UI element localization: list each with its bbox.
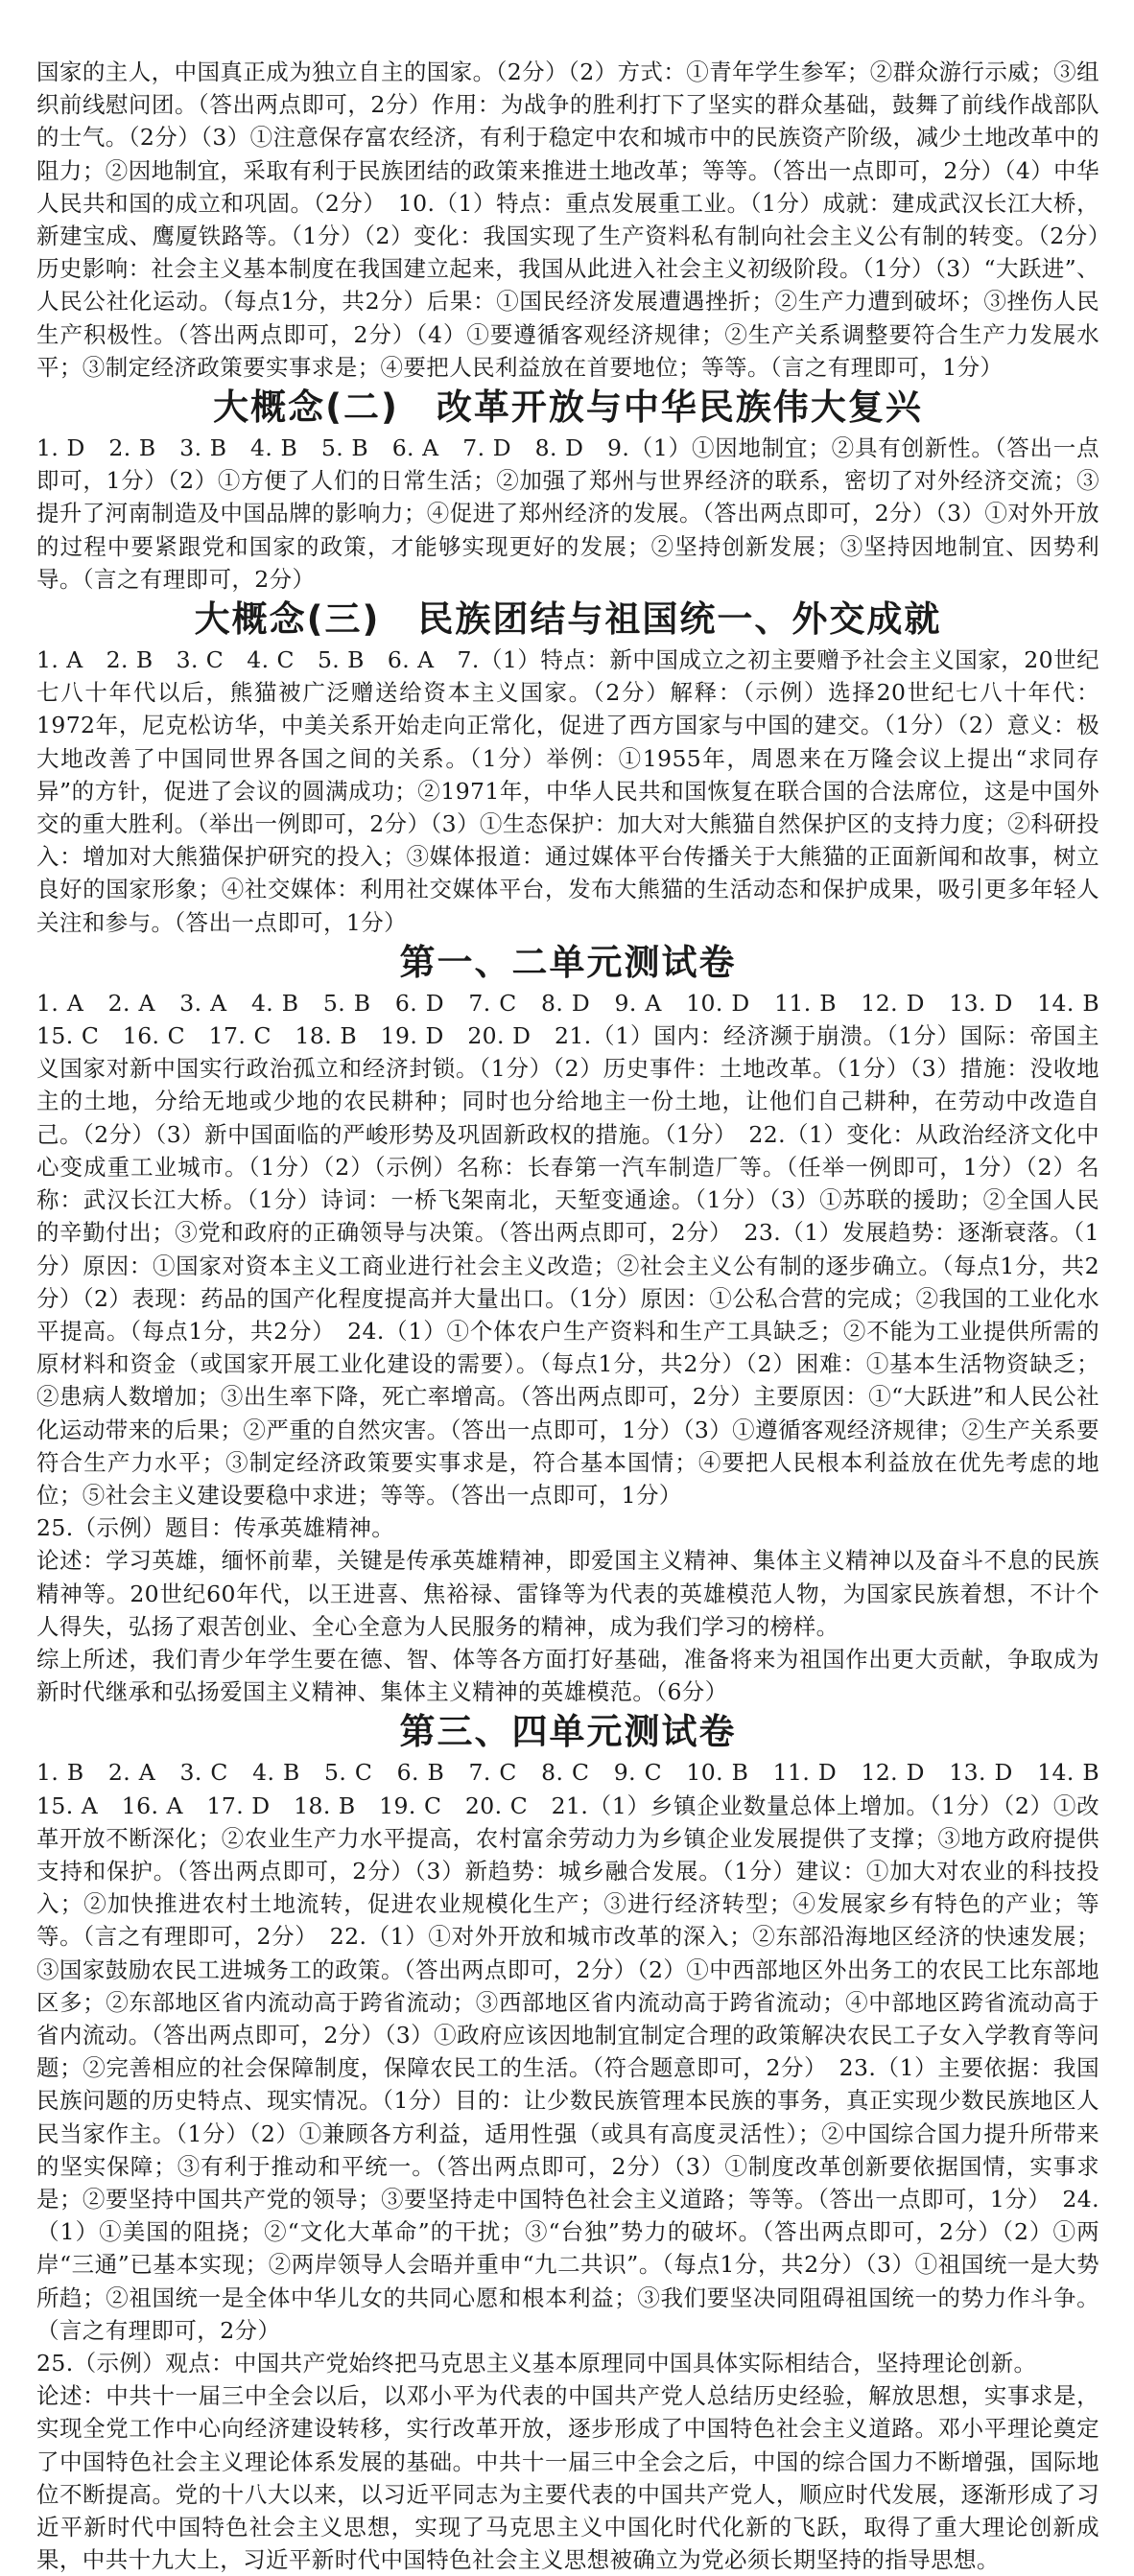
paragraph: 国家的主人，中国真正成为独立自主的国家。（2分）（2）方式：①青年学生参军；②群众游行示威；③组织前线慰问团。（答出两点即可，2分）作用：为战争的胜利打下了坚实的群众基础，鼓舞了前线作战部队的士气。（2分）（3）①注意保存富农经济，有利于稳定中农和城市中的民族资产阶级，减少土地改革中的阻力；②因地制宜，采取有利于民族团结的政策来推进土地改革；等等。（答出一点即可，2分）（4）中华人民共和国的成立和巩固。（2分） 10.（1）特点：重点发展重工业。（1分）成就：建成武汉长江大桥，新建宝成、鹰厦铁路等。（1分）（2）变化：我国实现了生产资料私有制向社会主义公有制的转变。（2分）历史影响：社会主义基本制度在我国建立起来，我国从此进入社会主义初级阶段。（1分）（3）“大跃进”、人民公社化运动。（每点1分，共2分）后果：①国民经济发展遭遇挫折；②生产力遭到破坏；③挫伤人民生产积极性。（答出两点即可，2分）（4）①要遵循客观经济规律；②生产关系调整要符合生产力发展水平；③制定经济政策要实事求是；④要把人民利益放在首要地位；等等。（言之有理即可，1分） xyxy=(36,59,1099,381)
answer-column xyxy=(36,56,1122,2576)
paragraph: 论述：中共十一届三中全会以后，以邓小平为代表的中国共产党人总结历史经验，解放思想，实事求是，实现全党工作中心向经济建设转移，实行改革开放，逐步形成了中国特色社会主义道路。邓小平理论奠定了中国特色社会主义理论体系发展的基础。中共十一届三中全会之后，中国的综合国力不断增强，国际地位不断提高。党的十八大以来，以习近平同志为主要代表的中国共产党人，顺应时代发展，逐渐形成了习近平新时代中国特色社会主义思想，实现了马克思主义中国化时代化新的飞跃，取得了重大理论创新成果，中共十九大上，习近平新时代中国特色社会主义思想被确立为党必须长期坚持的指导思想。 xyxy=(36,2382,1099,2574)
paragraph: 论述：学习英雄，缅怀前辈，关键是传承英雄精神，即爱国主义精神、集体主义精神以及奋斗不息的民族精神等。20世纪60年代，以王进喜、焦裕禄、雷锋等为代表的英雄模范人物，为国家民族着想，不计个人得失，弘扬了艰苦创业、全心全意为人民服务的精神，成为我们学习的榜样。 xyxy=(36,1547,1099,1640)
section-body xyxy=(36,644,1099,939)
section-big-concept-3 xyxy=(36,596,1099,939)
paragraph: 25.（示例）题目：传承英雄精神。 xyxy=(36,1514,395,1542)
section-title: 大概念(二) 改革开放与中华民族伟大复兴 xyxy=(213,386,923,429)
section-unit-3-4 xyxy=(36,1708,1122,2576)
paragraph: 1. D 2. B 3. B 4. B 5. B 6. A 7. D 8. D 9.（1）①因地制宜；②具有创新性。（答出一点即可，1分）（2）①方便了人们的日常生活；②加强了郑州与世界经济的联系，密切了对外经济交流；③提升了河南制造及中国品牌的影响力；④促进了郑州经济的发展。（答出两点即可，2分）（3）①对外开放的过程中要紧跟党和国家的政策，才能够实现更好的发展；②坚持创新发展；③坚持因地制宜、因势利导。（言之有理即可，2分） xyxy=(36,434,1099,593)
section-body xyxy=(36,987,1122,1708)
paragraph: 1. B 2. A 3. C 4. B 5. C 6. B 7. C 8. C 9. C 10. B 11. D 12. D 13. D 14. B 15. A 16. A 17. D 18. B 19. C 20. C 21.（1）乡镇企业数量总体上增加。（1分）（2）①改革开放不断深化；②农业生产力水平提高，农村富余劳动力为乡镇企业发展提供了支撑；③地方政府提供支持和保护。（答出两点即可，2分）（3）新趋势：城乡融合发展。（1分）建议：①加大对农业的科技投入；②加快推进农村土地流转，促进农业规模化生产；③进行经济转型；④发展家乡有特色的产业；等等。（言之有理即可，2分） 22.（1）①对外开放和城市改革的深入；②东部沿海地区经济的快速发展；③国家鼓励农民工进城务工的政策。（答出两点即可，2分）（2）①中西部地区外出务工的农民工比东部地区多；②东部地区省内流动高于跨省流动；③西部地区省内流动高于跨省流动；④中部地区跨省流动高于省内流动。（答出两点即可，2分）（3）①政府应该因地制宜制定合理的政策解决农民工子女入学教育等问题；②完善相应的社会保障制度，保障农民工的生活。（符合题意即可，2分） 23.（1）主要依据：我国民族问题的历史特点、现实情况。（1分）目的：让少数民族管理本民族的事务，真正实现少数民族地区人民当家作主。（1分）（2）①兼顾各方利益，适用性强（或具有高度灵活性）；②中国综合国力提升所带来的坚实保障；③有利于推动和平统一。（答出两点即可，2分）（3）①制度改革创新要依据国情，实事求是；②要坚持中国共产党的领导；③要坚持走中国特色社会主义道路；等等。（答出一点即可，1分） 24.（1）①美国的阻挠；②“文化大革命”的干扰；③“台独”势力的破坏。（答出两点即可，2分）（2）①两岸“三通”已基本实现；②两岸领导人会晤并重申“九二共识”。（每点1分，共2分）（3）①祖国统一是大势所趋；②祖国统一是全体中华儿女的共同心愿和根本利益；③我们要坚决同阻碍祖国统一的势力作斗争。（言之有理即可，2分） xyxy=(36,1759,1122,2344)
section-body xyxy=(36,56,1099,384)
section-big-concept-2 xyxy=(36,384,1099,596)
paragraph: 1. A 2. B 3. C 4. C 5. B 6. A 7.（1）特点：新中国成立之初主要赠予社会主义国家，20世纪七八十年代以后，熊猫被广泛赠送给资本主义国家。（2分）解释：（示例）选择20世纪七八十年代：1972年，尼克松访华，中美关系开始走向正常化，促进了西方国家与中国的建交。（1分）（2）意义：极大地改善了中国同世界各国之间的关系。（1分）举例：①1955年，周恩来在万隆会议上提出“求同存异”的方针，促进了会议的圆满成功；②1971年，中华人民共和国恢复在联合国的合法席位，这是中国外交的重大胜利。（举出一例即可，2分）（3）①生态保护：加大对大熊猫自然保护区的支持力度；②科研投入：增加对大熊猫保护研究的投入；③媒体报道：通过媒体平台传播关于大熊猫的正面新闻和故事，树立良好的国家形象；④社交媒体：利用社交媒体平台，发布大熊猫的生活动态和保护成果，吸引更多年轻人关注和参与。（答出一点即可，1分） xyxy=(36,646,1099,936)
section-title: 大概念(三) 民族团结与祖国统一、外交成就 xyxy=(194,598,942,641)
paragraph: 综上所述，我们青少年学生要在德、智、体等各方面打好基础，准备将来为祖国作出更大贡献，争取成为新时代继承和弘扬爱国主义精神、集体主义精神的英雄模范。（6分） xyxy=(36,1645,1099,1706)
section-unit-1-2 xyxy=(36,939,1122,1708)
section-title: 第一、二单元测试卷 xyxy=(399,941,737,983)
paragraph: 25.（示例）观点：中国共产党始终把马克思主义基本原理同中国具体实际相结合，坚持理论创新。 xyxy=(36,2350,1037,2377)
paragraph: 1. A 2. A 3. A 4. B 5. B 6. D 7. C 8. D 9. A 10. D 11. B 12. D 13. D 14. B 15. C 16. C 17. C 18. B 19. D 20. D 21.（1）国内：经济濒于崩溃。（1分）国际：帝国主义国家对新中国实行政治孤立和经济封锁。（1分）（2）历史事件：土地改革。（1分）（3）措施：没收地主的土地，分给无地或少地的农民耕种；同时也分给地主一份土地，让他们自己耕种，在劳动中改造自己。（2分）（3）新中国面临的严峻形势及巩固新政权的措施。（1分） 22.（1）变化：从政治经济文化中心变成重工业城市。（1分）（2）（示例）名称：长春第一汽车制造厂等。（任举一例即可，1分）（2）名称：武汉长江大桥。（1分）诗词：一桥飞架南北，天堑变通途。（1分）（3）①苏联的援助；②全国人民的辛勤付出；③党和政府的正确领导与决策。（答出两点即可，2分） 23.（1）发展趋势：逐渐衰落。（1分）原因：①国家对资本主义工商业进行社会主义改造；②社会主义公有制的逐步确立。（每点1分，共2分）（2）表现：药品的国产化程度提高并大量出口。（1分）原因：①公私合营的完成；②我国的工业化水平提高。（每点1分，共2分） 24.（1）①个体农户生产资料和生产工具缺乏；②不能为工业提供所需的原材料和资金（或国家开展工业化建设的需要）。（每点1分，共2分）（2）困难：①基本生活物资缺乏；②患病人数增加；③出生率下降，死亡率增高。（答出两点即可，2分）主要原因：①“大跃进”和人民公社化运动带来的后果；②严重的自然灾害。（答出一点即可，1分）（3）①遵循客观经济规律；②生产关系要符合生产力水平；③制定经济政策要实事求是，符合基本国情；④要把人民根本利益放在优先考虑的地位；⑤社会主义建设要稳中求进；等等。（答出一点即可，1分） xyxy=(36,989,1122,1509)
section-title: 第三、四单元测试卷 xyxy=(399,1711,737,1753)
section-body xyxy=(36,1756,1122,2576)
section-body xyxy=(36,432,1099,596)
section-prev-tail xyxy=(36,56,1099,384)
